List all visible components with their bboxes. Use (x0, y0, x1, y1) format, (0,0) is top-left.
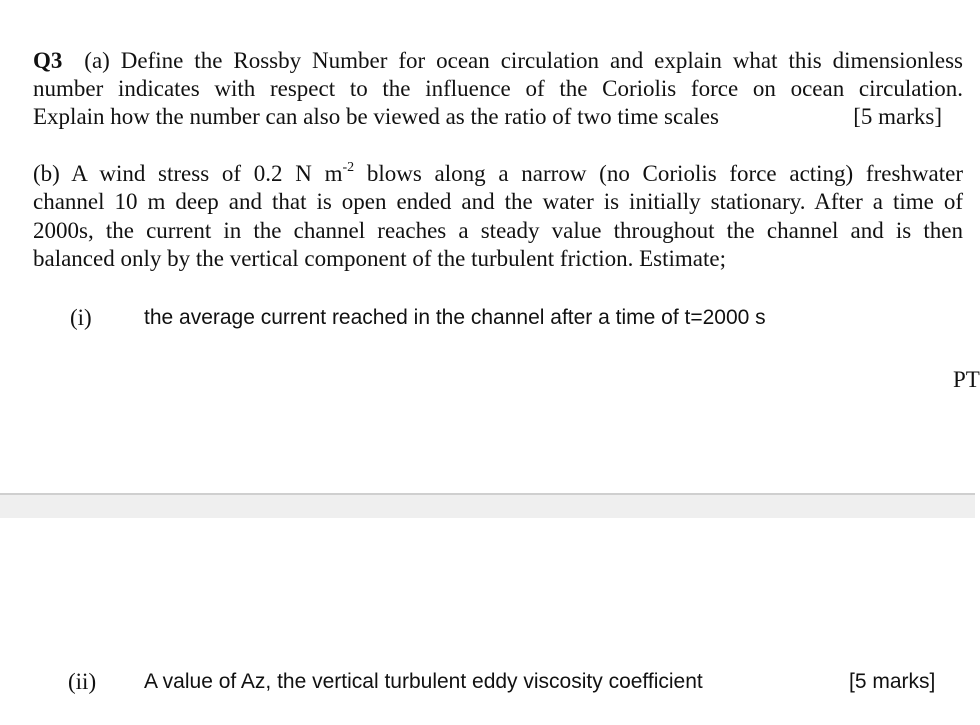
document-page-2 (0, 518, 975, 725)
sub-question-i-text: the average current reached in the channel after a time of t=2000 s (144, 306, 766, 329)
part-b-line-3: 2000s, the current in the channel reaches a steady value throughout the channel and is then (33, 218, 963, 243)
part-a-marks: [5 marks] (853, 104, 942, 129)
part-a-line-2: number indicates with respect to the influence of the Coriolis force on ocean circulation. (33, 76, 963, 101)
question-number: Q3 (33, 48, 63, 73)
sub-question-ii-label: (ii) (68, 669, 97, 694)
part-a-text-1: (a) Define the Rossby Number for ocean circulation and explain what this dimensionless (84, 48, 963, 73)
superscript-exponent: -2 (342, 160, 355, 175)
sub-question-i-label: (i) (70, 305, 92, 330)
part-b-text-1b: blows along a narrow (no Coriolis force acting) freshwater (354, 161, 963, 186)
page-separator (0, 493, 975, 518)
page-turn-indicator: PT (953, 367, 980, 392)
part-a-line-3 (33, 103, 963, 131)
part-a-text-3: Explain how the number can also be viewed as the ratio of two time scales (33, 104, 719, 129)
part-b-text-1a: (b) A wind stress of 0.2 N m (33, 161, 343, 186)
sub-question-ii-marks: [5 marks] (849, 670, 936, 693)
sub-question-ii-text: A value of Az, the vertical turbulent eddy viscosity coefficient (144, 670, 703, 693)
part-a-line-1 (33, 47, 963, 75)
part-b-line-2: channel 10 m deep and that is open ended and the water is initially stationary. After a time of (33, 189, 963, 214)
part-b-line-4: balanced only by the vertical component of the turbulent friction. Estimate; (33, 246, 726, 271)
